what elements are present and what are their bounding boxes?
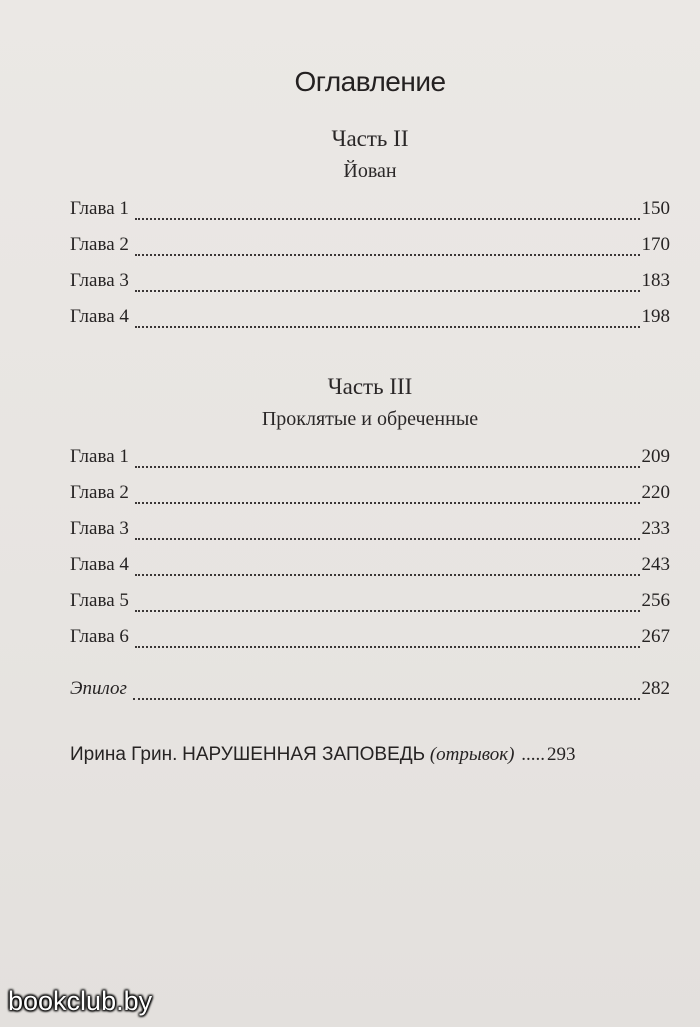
excerpt-author: Ирина Грин. <box>70 744 178 765</box>
excerpt-page: 293 <box>546 744 576 765</box>
toc-entry-label: Глава 5 <box>70 590 129 611</box>
toc-epilogue[interactable] <box>70 678 670 706</box>
watermark-text: bookclub.by <box>8 986 153 1016</box>
excerpt-title: НАРУШЕННАЯ ЗАПОВЕДЬ <box>182 744 426 765</box>
toc-entry[interactable] <box>70 270 670 298</box>
excerpt-dots: ..... <box>521 744 545 765</box>
toc-entry-label: Глава 1 <box>70 446 129 467</box>
page-title: Оглавление <box>294 66 446 97</box>
toc-entry-label: Глава 6 <box>70 626 129 647</box>
leader-dots <box>135 501 640 504</box>
part-3-subtitle: Проклятые и обреченные <box>261 408 479 430</box>
toc-entry-page: 267 <box>641 626 670 647</box>
toc-entry[interactable] <box>70 198 670 226</box>
toc-entry[interactable] <box>70 234 670 262</box>
toc-entry[interactable] <box>70 590 670 618</box>
toc-entry-page: 209 <box>641 446 670 467</box>
toc-entry-label: Глава 2 <box>70 234 129 255</box>
toc-entry[interactable] <box>70 626 670 654</box>
toc-entry-label: Глава 4 <box>70 306 129 327</box>
toc-entry-page: 220 <box>641 482 670 503</box>
leader-dots <box>133 697 640 700</box>
part-2-title: Часть II <box>331 126 409 151</box>
part-2-subtitle: Йован <box>343 160 397 182</box>
toc-excerpt[interactable] <box>70 744 670 772</box>
excerpt-note: (отрывок) <box>429 744 515 765</box>
toc-entry-page: 243 <box>641 554 670 575</box>
leader-dots <box>135 609 640 612</box>
toc-entry[interactable] <box>70 518 670 546</box>
toc-entry-page: 170 <box>641 234 670 255</box>
leader-dots <box>135 217 640 220</box>
toc-entry[interactable] <box>70 446 670 474</box>
toc-entry-page: 256 <box>641 590 670 611</box>
toc-entry[interactable] <box>70 306 670 334</box>
toc-entry-label: Глава 4 <box>70 554 129 575</box>
toc-entry-page: 183 <box>641 270 670 291</box>
toc-entry-label: Глава 3 <box>70 518 129 539</box>
toc-entry-label: Глава 2 <box>70 482 129 503</box>
toc-entry-label: Глава 1 <box>70 198 129 219</box>
toc-entry-page: 150 <box>641 198 670 219</box>
toc-entry-page: 233 <box>641 518 670 539</box>
toc-entry-label: Глава 3 <box>70 270 129 291</box>
part-3-title: Часть III <box>327 374 413 399</box>
leader-dots <box>135 645 640 648</box>
toc-entry[interactable] <box>70 482 670 510</box>
leader-dots <box>135 289 640 292</box>
epilogue-page: 282 <box>641 678 670 699</box>
epilogue-label: Эпилог <box>70 678 127 699</box>
leader-dots <box>135 537 640 540</box>
leader-dots <box>135 573 640 576</box>
toc-entry[interactable] <box>70 554 670 582</box>
leader-dots <box>135 253 640 256</box>
toc-entry-page: 198 <box>641 306 670 327</box>
leader-dots <box>135 325 640 328</box>
leader-dots <box>135 465 640 468</box>
